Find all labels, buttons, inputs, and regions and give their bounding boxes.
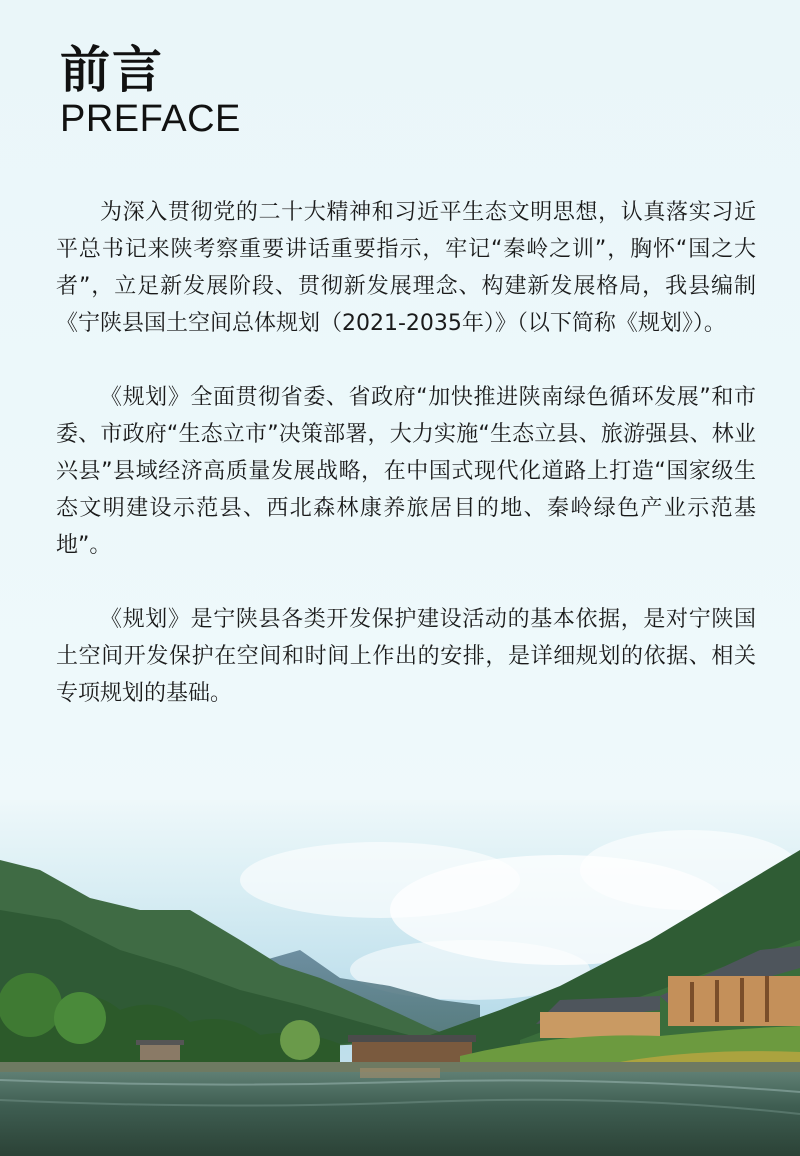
page-subtitle: PREFACE [60, 98, 241, 140]
page-title: 前言 [60, 41, 164, 99]
paragraph-1: 为深入贯彻党的二十大精神和习近平生态文明思想，认真落实习近平总书记来陕考察重要讲话重要指示，牢记“秦岭之训”，胸怀“国之大者”，立足新发展阶段、贯彻新发展理念、构建新发展格局，我县编制《宁陕县国土空间总体规划（2021-2035年）》（以下简称《规划》）。 [56, 200, 756, 336]
paragraph-2: 《规划》全面贯彻省委、省政府“加快推进陕南绿色循环发展”和市委、市政府“生态立市”决策部署，大力实施“生态立县、旅游强县、林业兴县”县域经济高质量发展战略，在中国式现代化道路上打造“国家级生态文明建设示范县、西北森林康养旅居目的地、秦岭绿色产业示范基地”。 [56, 385, 756, 558]
landscape-photo [0, 800, 800, 1156]
preface-body [56, 194, 756, 749]
paragraph-3: 《规划》是宁陕县各类开发保护建设活动的基本依据，是对宁陕国土空间开发保护在空间和时间上作出的安排，是详细规划的依据、相关专项规划的基础。 [56, 607, 756, 706]
